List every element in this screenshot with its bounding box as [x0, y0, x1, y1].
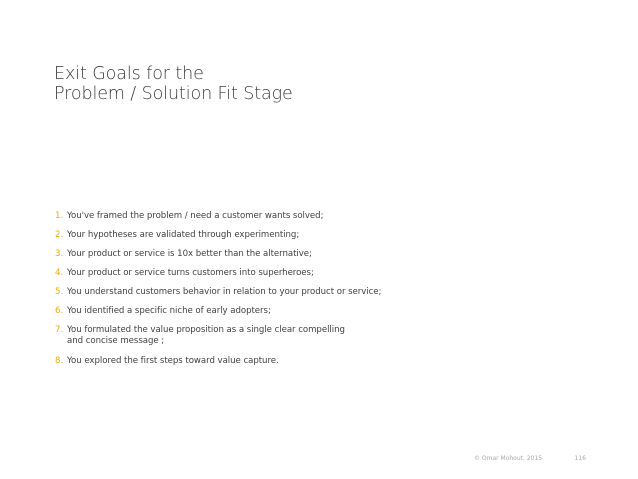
slide-footer	[474, 455, 586, 463]
goal-item	[55, 249, 455, 260]
goal-item	[55, 211, 455, 222]
copyright-notice: © Omar Mohout, 2015	[474, 455, 543, 462]
goal-text: Your product or service turns customers into superheroes;	[67, 268, 314, 278]
exit-goals-list	[55, 211, 455, 375]
goal-number: 3.	[55, 249, 64, 259]
slide-title-line-1: Exit Goals for the	[54, 64, 204, 84]
goal-text: You've framed the problem / need a customer wants solved;	[67, 211, 324, 221]
goal-item	[55, 268, 455, 279]
goal-number: 7.	[55, 325, 64, 335]
goal-item	[55, 287, 455, 298]
goal-text: Your product or service is 10x better than the alternative;	[67, 249, 312, 259]
goal-number: 4.	[55, 268, 64, 278]
slide-title	[54, 64, 474, 104]
goal-text: You explored the first steps toward value capture.	[67, 356, 279, 366]
goal-item	[55, 306, 455, 317]
goal-number: 5.	[55, 287, 64, 297]
goal-item	[55, 325, 455, 347]
goal-number: 8.	[55, 356, 64, 366]
goal-number: 2.	[55, 230, 64, 240]
slide-title-line-2: Problem / Solution Fit Stage	[54, 84, 293, 104]
goal-number: 6.	[55, 306, 64, 316]
goal-item	[55, 230, 455, 241]
goal-item	[55, 356, 455, 367]
page-number: 116	[574, 455, 586, 462]
goal-text: Your hypotheses are validated through experimenting;	[67, 230, 300, 240]
goal-text: You understand customers behavior in relation to your product or service;	[67, 287, 382, 297]
goal-text: You identified a specific niche of early adopters;	[67, 306, 271, 316]
goal-text: You formulated the value proposition as a single clear compelling and concise message ;	[67, 325, 345, 346]
goal-number: 1.	[55, 211, 64, 221]
